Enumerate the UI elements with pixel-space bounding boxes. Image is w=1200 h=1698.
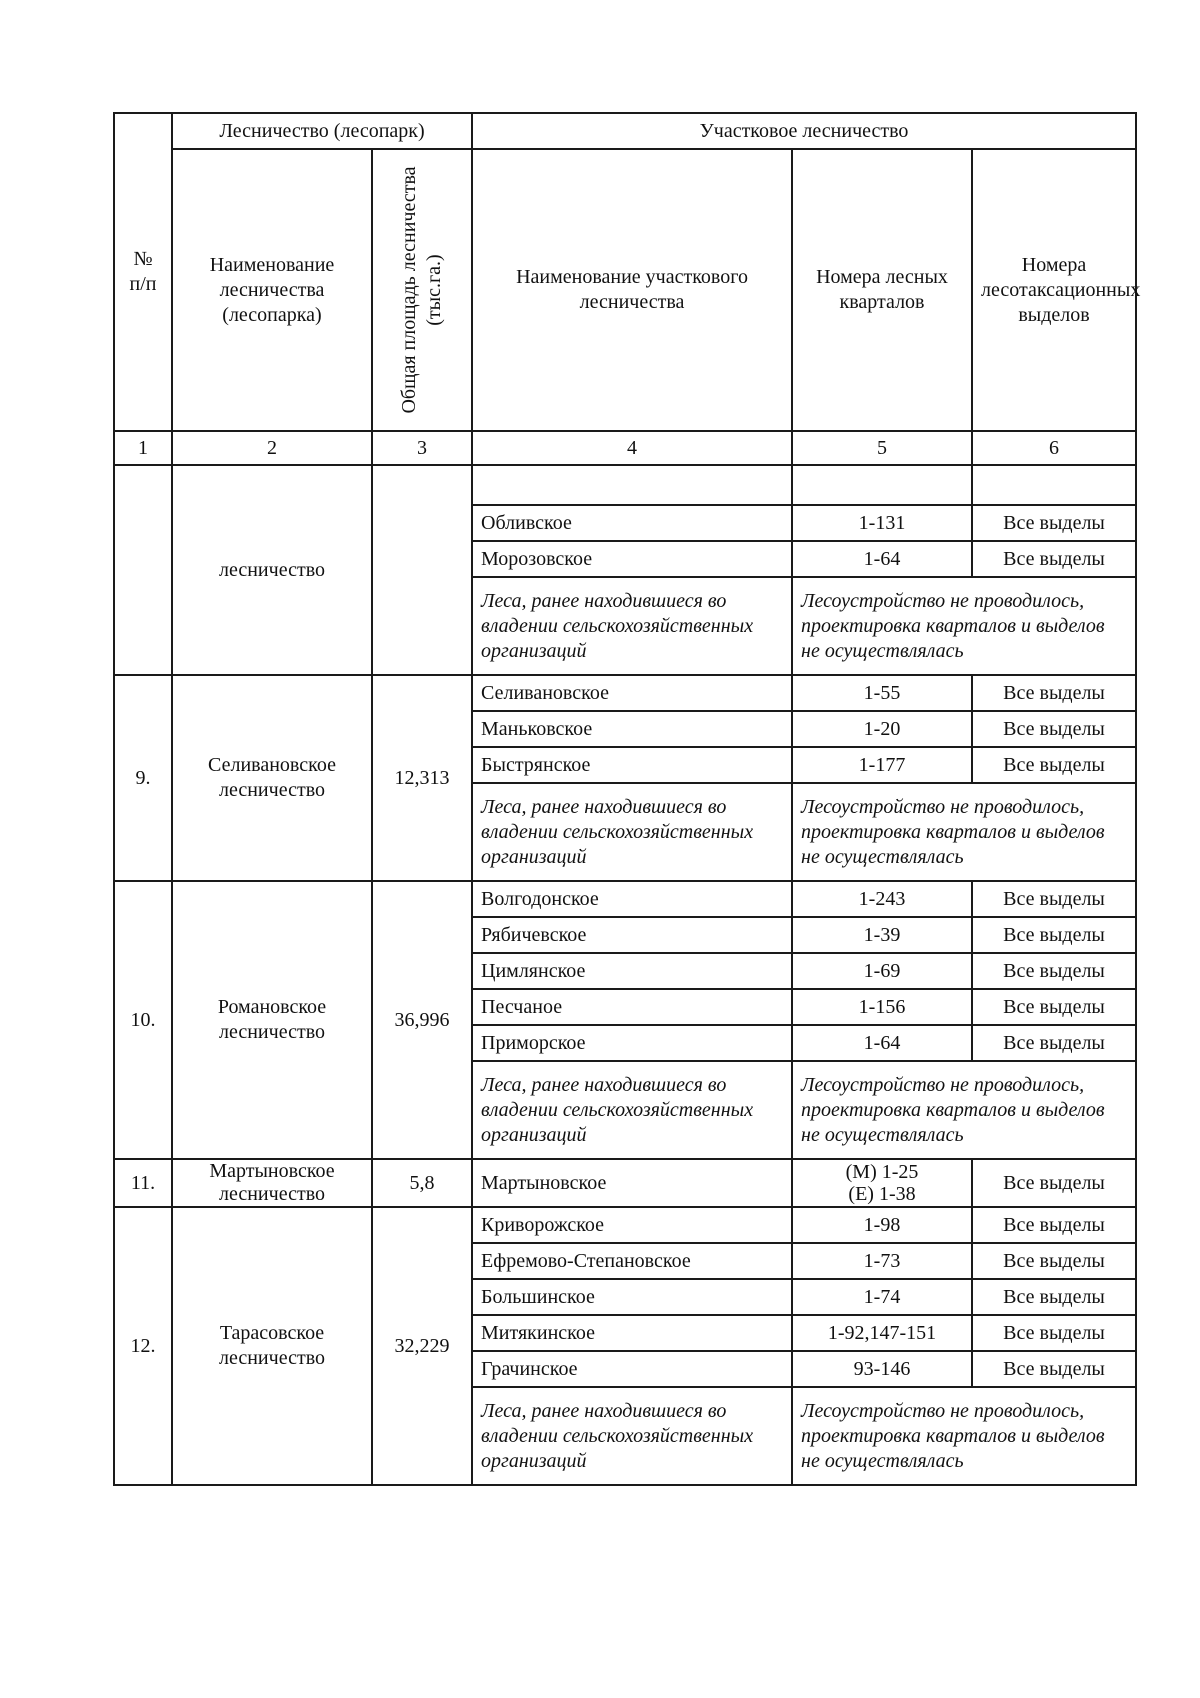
allotments-value: Все выделы (972, 711, 1136, 747)
header-district-group: Участковое лесничество (472, 113, 1136, 149)
district-name: Песчаное (472, 989, 792, 1025)
quarters-value: 1-64 (792, 1025, 972, 1061)
district-name: Ефремово-Степановское (472, 1243, 792, 1279)
no-survey-note: Лесоустройство не проводилось, проектировка кварталов и выделов не осуществлялась (792, 1387, 1136, 1485)
quarters-value (792, 1159, 972, 1207)
quarters-value: 1-92,147-151 (792, 1315, 972, 1351)
allotments-value: Все выделы (972, 675, 1136, 711)
allotments-value: Все выделы (972, 1279, 1136, 1315)
no-survey-note: Лесоустройство не проводилось, проектировка кварталов и выделов не осуществлялась (792, 577, 1136, 675)
quarters-value: 1-39 (792, 917, 972, 953)
district-name: Грачинское (472, 1351, 792, 1387)
allotments-value: Все выделы (972, 1207, 1136, 1243)
allotments-value: Все выделы (972, 989, 1136, 1025)
district-cell (472, 465, 792, 505)
forestry-area: 5,8 (372, 1159, 472, 1207)
district-name: Криворожское (472, 1207, 792, 1243)
district-name: Цимлянское (472, 953, 792, 989)
allotments-value: Все выделы (972, 881, 1136, 917)
district-name: Рябичевское (472, 917, 792, 953)
header-forestry-group: Лесничество (лесопарк) (172, 113, 472, 149)
col-number: 1 (114, 431, 172, 465)
forestry-name: Тарасовское лесничество (172, 1207, 372, 1485)
quarters-line-m: (М) 1-25 (845, 1161, 919, 1183)
header-district-name: Наименование участкового лесничества (472, 149, 792, 431)
quarters-line-e: (Е) 1-38 (848, 1183, 916, 1205)
col-number: 6 (972, 431, 1136, 465)
no-survey-note: Лесоустройство не проводилось, проектировка кварталов и выделов не осуществлялась (792, 783, 1136, 881)
allotments-value: Все выделы (972, 747, 1136, 783)
forestry-area: 36,996 (372, 881, 472, 1159)
header-area-line1: Общая площадь лесничества (398, 166, 420, 414)
col-number: 4 (472, 431, 792, 465)
district-name: Маньковское (472, 711, 792, 747)
district-name: Мартыновское (472, 1159, 792, 1207)
quarters-value: 1-156 (792, 989, 972, 1025)
forestry-num: 9. (114, 675, 172, 881)
district-name: Быстрянское (472, 747, 792, 783)
forestry-area (372, 465, 472, 675)
header-forestry-name: Наименование лесничества (лесопарка) (172, 149, 372, 431)
quarters-value: 1-73 (792, 1243, 972, 1279)
quarters-value: 1-74 (792, 1279, 972, 1315)
header-area-line2: (тыс.га.) (423, 254, 445, 326)
cont-num (114, 465, 172, 675)
allotments-cell (972, 465, 1136, 505)
district-name: Морозовское (472, 541, 792, 577)
allotments-value: Все выделы (972, 1025, 1136, 1061)
quarters-value: 93-146 (792, 1351, 972, 1387)
district-name: Волгодонское (472, 881, 792, 917)
col-number: 5 (792, 431, 972, 465)
quarters-value: 1-131 (792, 505, 972, 541)
district-name: Большинское (472, 1279, 792, 1315)
forestry-name: лесничество (172, 465, 372, 675)
forestry-num: 10. (114, 881, 172, 1159)
header-quarters: Номера лесных кварталов (792, 149, 972, 431)
quarters-value: 1-243 (792, 881, 972, 917)
quarters-value: 1-177 (792, 747, 972, 783)
district-name: Митякинское (472, 1315, 792, 1351)
forestry-num: 12. (114, 1207, 172, 1485)
no-survey-note: Лесоустройство не проводилось, проектировка кварталов и выделов не осуществлялась (792, 1061, 1136, 1159)
agricultural-forests-note: Леса, ранее находившиеся во владении сельскохозяйственных организаций (472, 577, 792, 675)
header-allotments: Номера лесотаксационных выделов (972, 149, 1136, 431)
col-number: 2 (172, 431, 372, 465)
forestry-num: 11. (114, 1159, 172, 1207)
header-num: № п/п (114, 113, 172, 431)
allotments-value: Все выделы (972, 505, 1136, 541)
forestry-area: 32,229 (372, 1207, 472, 1485)
district-name: Обливское (472, 505, 792, 541)
quarters-value: 1-98 (792, 1207, 972, 1243)
header-area (372, 149, 472, 431)
quarters-cell (792, 465, 972, 505)
allotments-value: Все выделы (972, 917, 1136, 953)
allotments-value: Все выделы (972, 953, 1136, 989)
quarters-value: 1-20 (792, 711, 972, 747)
agricultural-forests-note: Леса, ранее находившиеся во владении сельскохозяйственных организаций (472, 783, 792, 881)
col-number: 3 (372, 431, 472, 465)
forestry-name: Мартыновское лесничество (172, 1159, 372, 1207)
quarters-value: 1-69 (792, 953, 972, 989)
quarters-value: 1-55 (792, 675, 972, 711)
allotments-value: Все выделы (972, 1351, 1136, 1387)
allotments-value: Все выделы (972, 541, 1136, 577)
allotments-value: Все выделы (972, 1159, 1136, 1207)
agricultural-forests-note: Леса, ранее находившиеся во владении сельскохозяйственных организаций (472, 1387, 792, 1485)
district-name: Приморское (472, 1025, 792, 1061)
forestry-area: 12,313 (372, 675, 472, 881)
allotments-value: Все выделы (972, 1315, 1136, 1351)
forestry-name: Романовское лесничество (172, 881, 372, 1159)
agricultural-forests-note: Леса, ранее находившиеся во владении сельскохозяйственных организаций (472, 1061, 792, 1159)
allotments-value: Все выделы (972, 1243, 1136, 1279)
forestry-table (113, 112, 1141, 1486)
forestry-name: Селивановское лесничество (172, 675, 372, 881)
quarters-value: 1-64 (792, 541, 972, 577)
district-name: Селивановское (472, 675, 792, 711)
